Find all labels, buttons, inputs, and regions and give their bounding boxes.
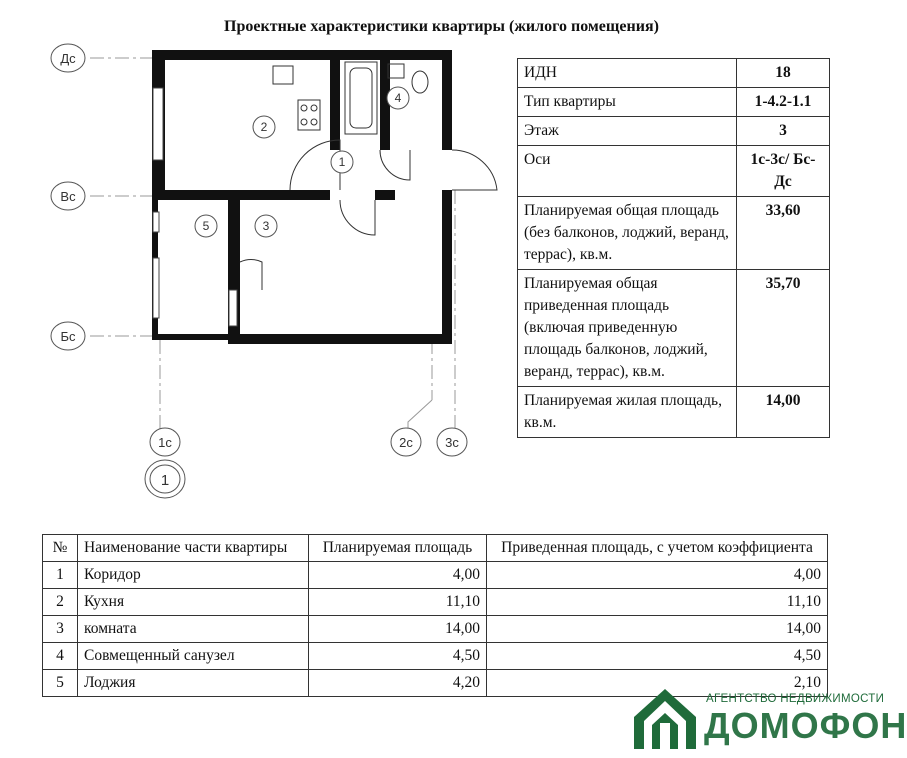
apartment-info-table <box>517 58 830 438</box>
info-value: 3 <box>737 117 830 146</box>
header-reduced: Приведенная площадь, с учетом коэффициента <box>487 535 828 562</box>
info-row <box>518 59 830 88</box>
room-number: 5 <box>202 219 210 233</box>
room-number: 2 <box>260 120 268 134</box>
room-area: 4,20 <box>309 670 487 697</box>
room-reduced-area: 4,00 <box>487 562 828 589</box>
info-value: 1-4.2-1.1 <box>737 88 830 117</box>
room-number: 3 <box>262 219 270 233</box>
floor-mark: 1 <box>160 472 170 489</box>
axis-label-dc: Дс <box>60 51 76 66</box>
rooms-table <box>42 534 828 697</box>
room-number: 1 <box>338 155 346 169</box>
info-label: Оси <box>518 146 737 197</box>
logo-name: ДОМОФОН <box>704 705 907 746</box>
room-num: 2 <box>43 589 78 616</box>
info-row <box>518 197 830 270</box>
room-area: 4,00 <box>309 562 487 589</box>
info-value: 18 <box>737 59 830 88</box>
info-row <box>518 88 830 117</box>
room-num: 5 <box>43 670 78 697</box>
logo-subtitle: АГЕНТСТВО НЕДВИЖИМОСТИ <box>706 693 885 705</box>
room-reduced-area: 11,10 <box>487 589 828 616</box>
table-row <box>43 616 828 643</box>
room-num: 1 <box>43 562 78 589</box>
room-num: 3 <box>43 616 78 643</box>
info-label: ИДН <box>518 59 737 88</box>
info-row <box>518 270 830 387</box>
room-name: Кухня <box>78 589 309 616</box>
agency-logo <box>632 681 907 758</box>
axis-label-vc: Вс <box>60 189 76 204</box>
room-name: Лоджия <box>78 670 309 697</box>
info-label: Тип квартиры <box>518 88 737 117</box>
page-title: Проектные характеристики квартиры (жилого помещения) <box>224 18 659 35</box>
room-num: 4 <box>43 643 78 670</box>
rooms-table-header <box>43 535 828 562</box>
table-row <box>43 589 828 616</box>
axis-label-1c: 1с <box>158 435 172 450</box>
axis-label-bc: Бс <box>60 329 76 344</box>
info-value: 35,70 <box>737 270 830 387</box>
info-label: Планируемая общая приведенная площадь (включая приведенную площадь балконов, лоджий, веранд, террас), кв.м. <box>518 270 737 387</box>
floor-plan <box>0 30 505 510</box>
room-number: 4 <box>394 91 402 105</box>
table-row <box>43 643 828 670</box>
info-label: Этаж <box>518 117 737 146</box>
room-reduced-area: 4,50 <box>487 643 828 670</box>
room-area: 4,50 <box>309 643 487 670</box>
header-name: Наименование части квартиры <box>78 535 309 562</box>
axis-label-2c: 2с <box>399 435 413 450</box>
header-num: № <box>43 535 78 562</box>
info-value: 1с-3с/ Бс-Дс <box>737 146 830 197</box>
room-reduced-area: 2,10 <box>487 670 828 697</box>
info-value: 33,60 <box>737 197 830 270</box>
header-area: Планируемая площадь <box>309 535 487 562</box>
table-row <box>43 562 828 589</box>
info-row <box>518 117 830 146</box>
room-name: комната <box>78 616 309 643</box>
room-name: Совмещенный санузел <box>78 643 309 670</box>
room-name: Коридор <box>78 562 309 589</box>
room-area: 14,00 <box>309 616 487 643</box>
info-value: 14,00 <box>737 387 830 438</box>
info-row <box>518 387 830 438</box>
room-reduced-area: 14,00 <box>487 616 828 643</box>
info-label: Планируемая жилая площадь, кв.м. <box>518 387 737 438</box>
room-area: 11,10 <box>309 589 487 616</box>
info-row <box>518 146 830 197</box>
axis-label-3c: 3с <box>445 435 459 450</box>
house-icon <box>632 687 698 751</box>
info-label: Планируемая общая площадь (без балконов, лоджий, веранд, террас), кв.м. <box>518 197 737 270</box>
